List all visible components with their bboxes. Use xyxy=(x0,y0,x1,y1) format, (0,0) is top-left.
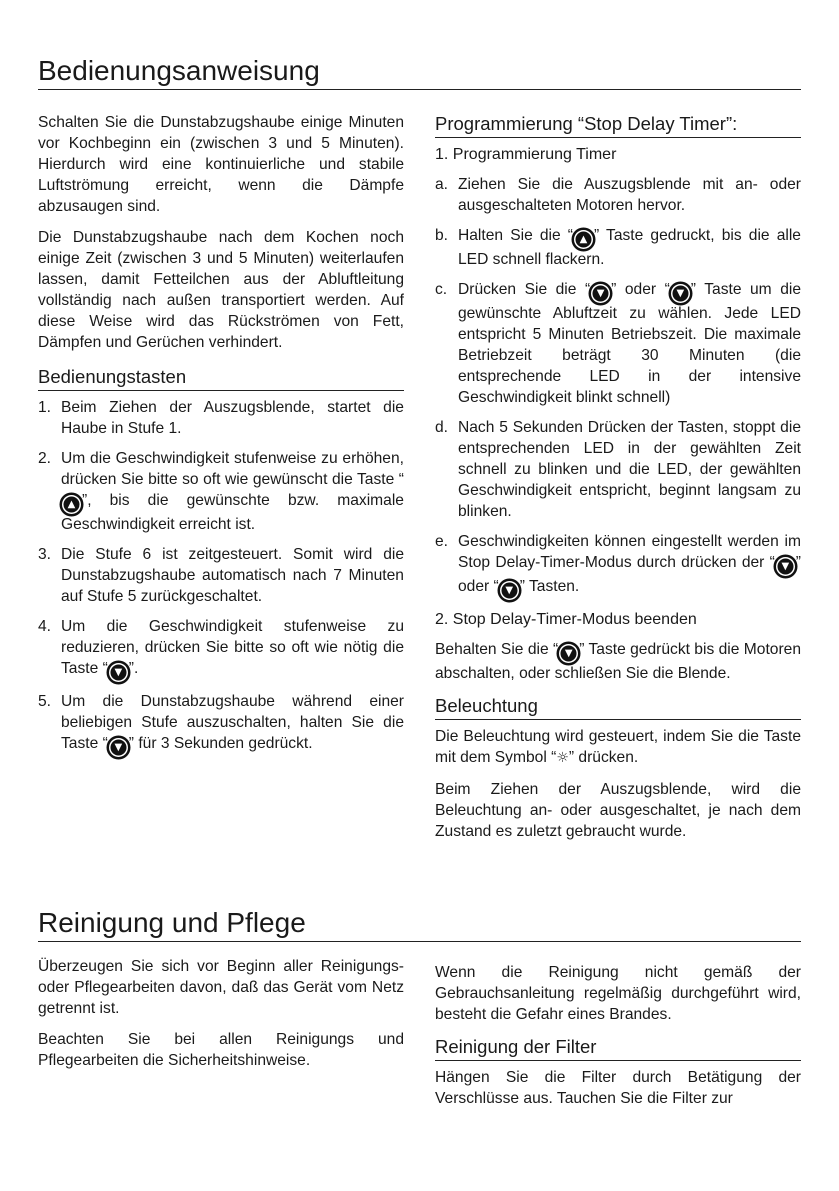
up-button-icon: ▲ xyxy=(62,495,81,514)
reinigung-paragraph-1: Überzeugen Sie sich vor Beginn aller Reinigungs- oder Pflegearbeiten davon, daß das Gerät vom Netz getrennt ist. xyxy=(38,958,404,1017)
reinigung-paragraph-2: Beachten Sie bei allen Reinigungs und Pflegearbeiten die Sicherheitshinweise. xyxy=(38,1031,404,1069)
beleuchtung-paragraph-1: Die Beleuchtung wird gesteuert, indem Sie die Taste mit dem Symbol “☼” drücken. xyxy=(435,728,801,766)
list-item: 3. Die Stufe 6 ist zeitgesteuert. Somit wird die Dunstabzugshaube automatisch nach 7 Minuten auf Stufe 5 zurückgeschaltet. xyxy=(38,546,404,605)
list-item: 5. Um die Dunstabzugshaube während einer beliebigen Stufe auszuschalten, halten Sie die Taste “ ▼ ” für 3 Sekunden gedrückt. xyxy=(38,691,404,757)
down-button-icon: ▼ xyxy=(671,284,690,303)
down-button-icon: ▼ xyxy=(109,663,128,682)
down-button-icon: ▼ xyxy=(559,644,578,663)
list-item: b. Halten Sie die “ ▲ ” Taste gedruckt, bis die alle LED schnell flackern. xyxy=(435,227,801,268)
down-button-icon: ▼ xyxy=(500,581,519,600)
list-item: c. Drücken Sie die “ ▼ ” oder “ ▼ ” Taste um die gewünschte Abluftzeit zu wählen. Jede LED entspricht 5 Minuten Betriebszeit. Die maximale Betriebzeit beträgt 30 Minuten (die entsprechende LED in der intensive Geschwindigkeit blinkt schnell) xyxy=(435,281,801,406)
list-item: a. Ziehen Sie die Auszugsblende mit an- oder ausgeschalteten Motoren hervor. xyxy=(435,176,801,214)
heading-beleuchtung: Beleuchtung xyxy=(435,694,801,720)
left-column xyxy=(38,112,404,766)
list-item: e. Geschwindigkeiten können eingestellt werden im Stop Delay-Timer-Modus durch drücken der “ ▼ ” oder “ ▼ ” Tasten. xyxy=(435,531,801,600)
section-title-bedienungsanweisung: Bedienungsanweisung xyxy=(38,54,801,90)
heading-bedienungstasten: Bedienungstasten xyxy=(38,365,404,391)
right-column xyxy=(435,112,801,852)
down-button-icon: ▼ xyxy=(776,557,795,576)
section-title-reinigung: Reinigung und Pflege xyxy=(38,906,801,942)
intro-paragraph-2: Die Dunstabzugshaube nach dem Kochen noch einige Zeit (zwischen 3 und 5 Minuten) weiterlaufen lassen, damit Fetteilchen aus der Abluftleitung vollständig nach außen transportiert werden. Auf diese Weise wird das Rückströmen von Fett, Dämpfen und Gerüchen verhindert. xyxy=(38,229,404,351)
list-item: 1. Beim Ziehen der Auszugsblende, startet die Haube in Stufe 1. xyxy=(38,399,404,437)
down-button-icon: ▼ xyxy=(109,738,128,757)
subheading-programmierung-timer: 1. Programmierung Timer xyxy=(435,146,617,163)
heading-programmierung: Programmierung “Stop Delay Timer”: xyxy=(435,112,801,138)
beleuchtung-paragraph-2: Beim Ziehen der Auszugsblende, wird die Beleuchtung an- oder ausgeschaltet, je nach dem Zustand es zuletzt gebraucht wurde. xyxy=(435,781,801,840)
right-column-reinigung xyxy=(435,962,801,1119)
down-button-icon: ▼ xyxy=(591,284,610,303)
heading-reinigung-filter: Reinigung der Filter xyxy=(435,1035,801,1061)
up-button-icon: ▲ xyxy=(574,230,593,249)
light-icon: ☼ xyxy=(556,750,569,766)
left-column-reinigung xyxy=(38,956,404,1081)
intro-paragraph-1: Schalten Sie die Dunstabzugshaube einige Minuten vor Kochbeginn ein (zwischen 3 und 5 Minuten). Hierdurch wird eine kontinuierliche und stabile Luftströmung erreicht, wenn die Dämpfe abzusaugen sind. xyxy=(38,114,404,215)
list-item: d. Nach 5 Sekunden Drücken der Tasten, stoppt die entsprechenden LED in der gewählten Zeit schnell zu blinken und die LED, der gewählten Geschwindigkeit entspricht, beginnt langsam zu blinken. xyxy=(435,419,801,520)
reinigung-warning-paragraph: Wenn die Reinigung nicht gemäß der Gebrauchsanleitung regelmäßig durchgeführt wird, besteht die Gefahr eines Brandes. xyxy=(435,964,801,1023)
list-item: 4. Um die Geschwindigkeit stufenweise zu reduzieren, drücken Sie bitte so oft wie nötig die Taste “ ▼ ”. xyxy=(38,616,404,682)
stop-delay-paragraph: Behalten Sie die “ ▼ ” Taste gedrückt bis die Motoren abschalten, oder schließen Sie die Blende. xyxy=(435,641,801,682)
subheading-stop-delay-beenden: 2. Stop Delay-Timer-Modus beenden xyxy=(435,611,697,628)
filter-paragraph: Hängen Sie die Filter durch Betätigung der Verschlüsse aus. Tauchen Sie die Filter zur xyxy=(435,1069,801,1107)
list-item: 2. Um die Geschwindigkeit stufenweise zu erhöhen, drücken Sie bitte so oft wie gewünscht die Taste “▲ ”, bis die gewünschte bzw. maximale Geschwindigkeit erreicht ist. xyxy=(38,450,404,533)
